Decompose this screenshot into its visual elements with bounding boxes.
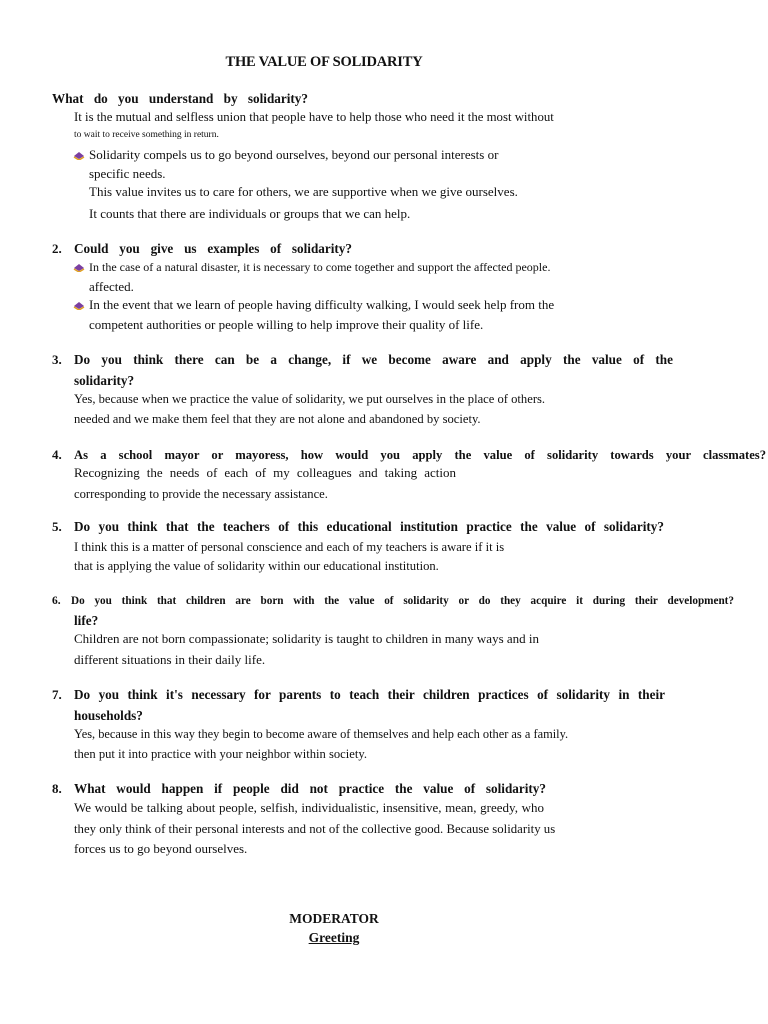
intro-question: What do you understand by solidarity?: [52, 91, 308, 106]
question-text: What would happen if people did not practice the value of solidarity?: [74, 781, 546, 796]
greeting-heading: Greeting: [308, 930, 360, 945]
question-text: households?: [74, 708, 143, 723]
intro-bullet-line: specific needs.: [89, 166, 166, 181]
answer-line: then put it into practice with your neighbor within society.: [74, 747, 367, 761]
question-text: Do you think it's necessary for parents to teach their children practices of solidarity in their: [74, 687, 665, 702]
bullet-line: competent authorities or people willing to help improve their quality of life.: [89, 317, 484, 332]
book-bullet-icon: [73, 300, 85, 310]
question-number: 6.: [52, 595, 61, 607]
intro-answer-line: It is the mutual and selfless union that people have to help those who need it the most without: [74, 110, 554, 124]
intro-bullet-line: Solidarity compels us to go beyond ourselves, beyond our personal interests or: [89, 147, 499, 162]
answer-line: We would be talking about people, selfish, individualistic, insensitive, mean, greedy, who: [74, 800, 544, 815]
book-bullet-icon: [73, 262, 85, 272]
bullet-line: In the event that we learn of people having difficulty walking, I would seek help from the: [89, 297, 555, 312]
question-text: As a school mayor or mayoress, how would you apply the value of solidarity towards your classmates?: [74, 448, 766, 462]
question-text: Do you think there can be a change, if we become aware and apply the value of the: [74, 352, 673, 367]
question-number: 2.: [52, 241, 62, 256]
answer-line: corresponding to provide the necessary assistance.: [74, 487, 328, 501]
moderator-heading: MODERATOR: [289, 911, 379, 926]
bullet-line: affected.: [89, 279, 134, 294]
answer-line: needed and we make them feel that they are not alone and abandoned by society.: [74, 412, 481, 426]
question-text: Could you give us examples of solidarity?: [74, 241, 352, 256]
question-text: life?: [74, 613, 99, 628]
answer-line: I think this is a matter of personal conscience and each of my teachers is aware if it is: [74, 540, 505, 554]
question-number: 7.: [52, 687, 62, 702]
intro-answer-line: It counts that there are individuals or groups that we can help.: [89, 206, 411, 221]
answer-line: Children are not born compassionate; solidarity is taught to children in many ways and in: [74, 631, 540, 646]
question-text: Do you think that children are born with the value of solidarity or do they acquire it during their development?: [71, 595, 734, 607]
document-title: THE VALUE OF SOLIDARITY: [225, 54, 423, 70]
question-text: solidarity?: [74, 373, 135, 388]
intro-answer-line: This value invites us to care for others, we are supportive when we give ourselves.: [89, 184, 518, 199]
question-number: 4.: [52, 447, 62, 462]
answer-line: Yes, because in this way they begin to become aware of themselves and help each other as a family.: [74, 727, 569, 741]
question-number: 8.: [52, 781, 62, 796]
book-bullet-icon: [73, 150, 85, 160]
answer-line: they only think of their personal interests and not of the collective good. Because solidarity us: [74, 822, 556, 836]
question-number: 5.: [52, 519, 62, 534]
intro-answer-line: to wait to receive something in return.: [74, 130, 219, 140]
answer-line: forces us to go beyond ourselves.: [74, 841, 248, 856]
answer-line: Yes, because when we practice the value of solidarity, we put ourselves in the place of others.: [74, 392, 546, 406]
answer-line: Recognizing the needs of each of my colleagues and taking action: [74, 465, 456, 480]
question-number: 3.: [52, 352, 62, 367]
bullet-line: In the case of a natural disaster, it is necessary to come together and support the affected people.: [89, 260, 551, 274]
answer-line: that is applying the value of solidarity within our educational institution.: [74, 559, 439, 573]
answer-line: different situations in their daily life.: [74, 652, 266, 667]
question-text: Do you think that the teachers of this educational institution practice the value of solidarity?: [74, 519, 664, 534]
